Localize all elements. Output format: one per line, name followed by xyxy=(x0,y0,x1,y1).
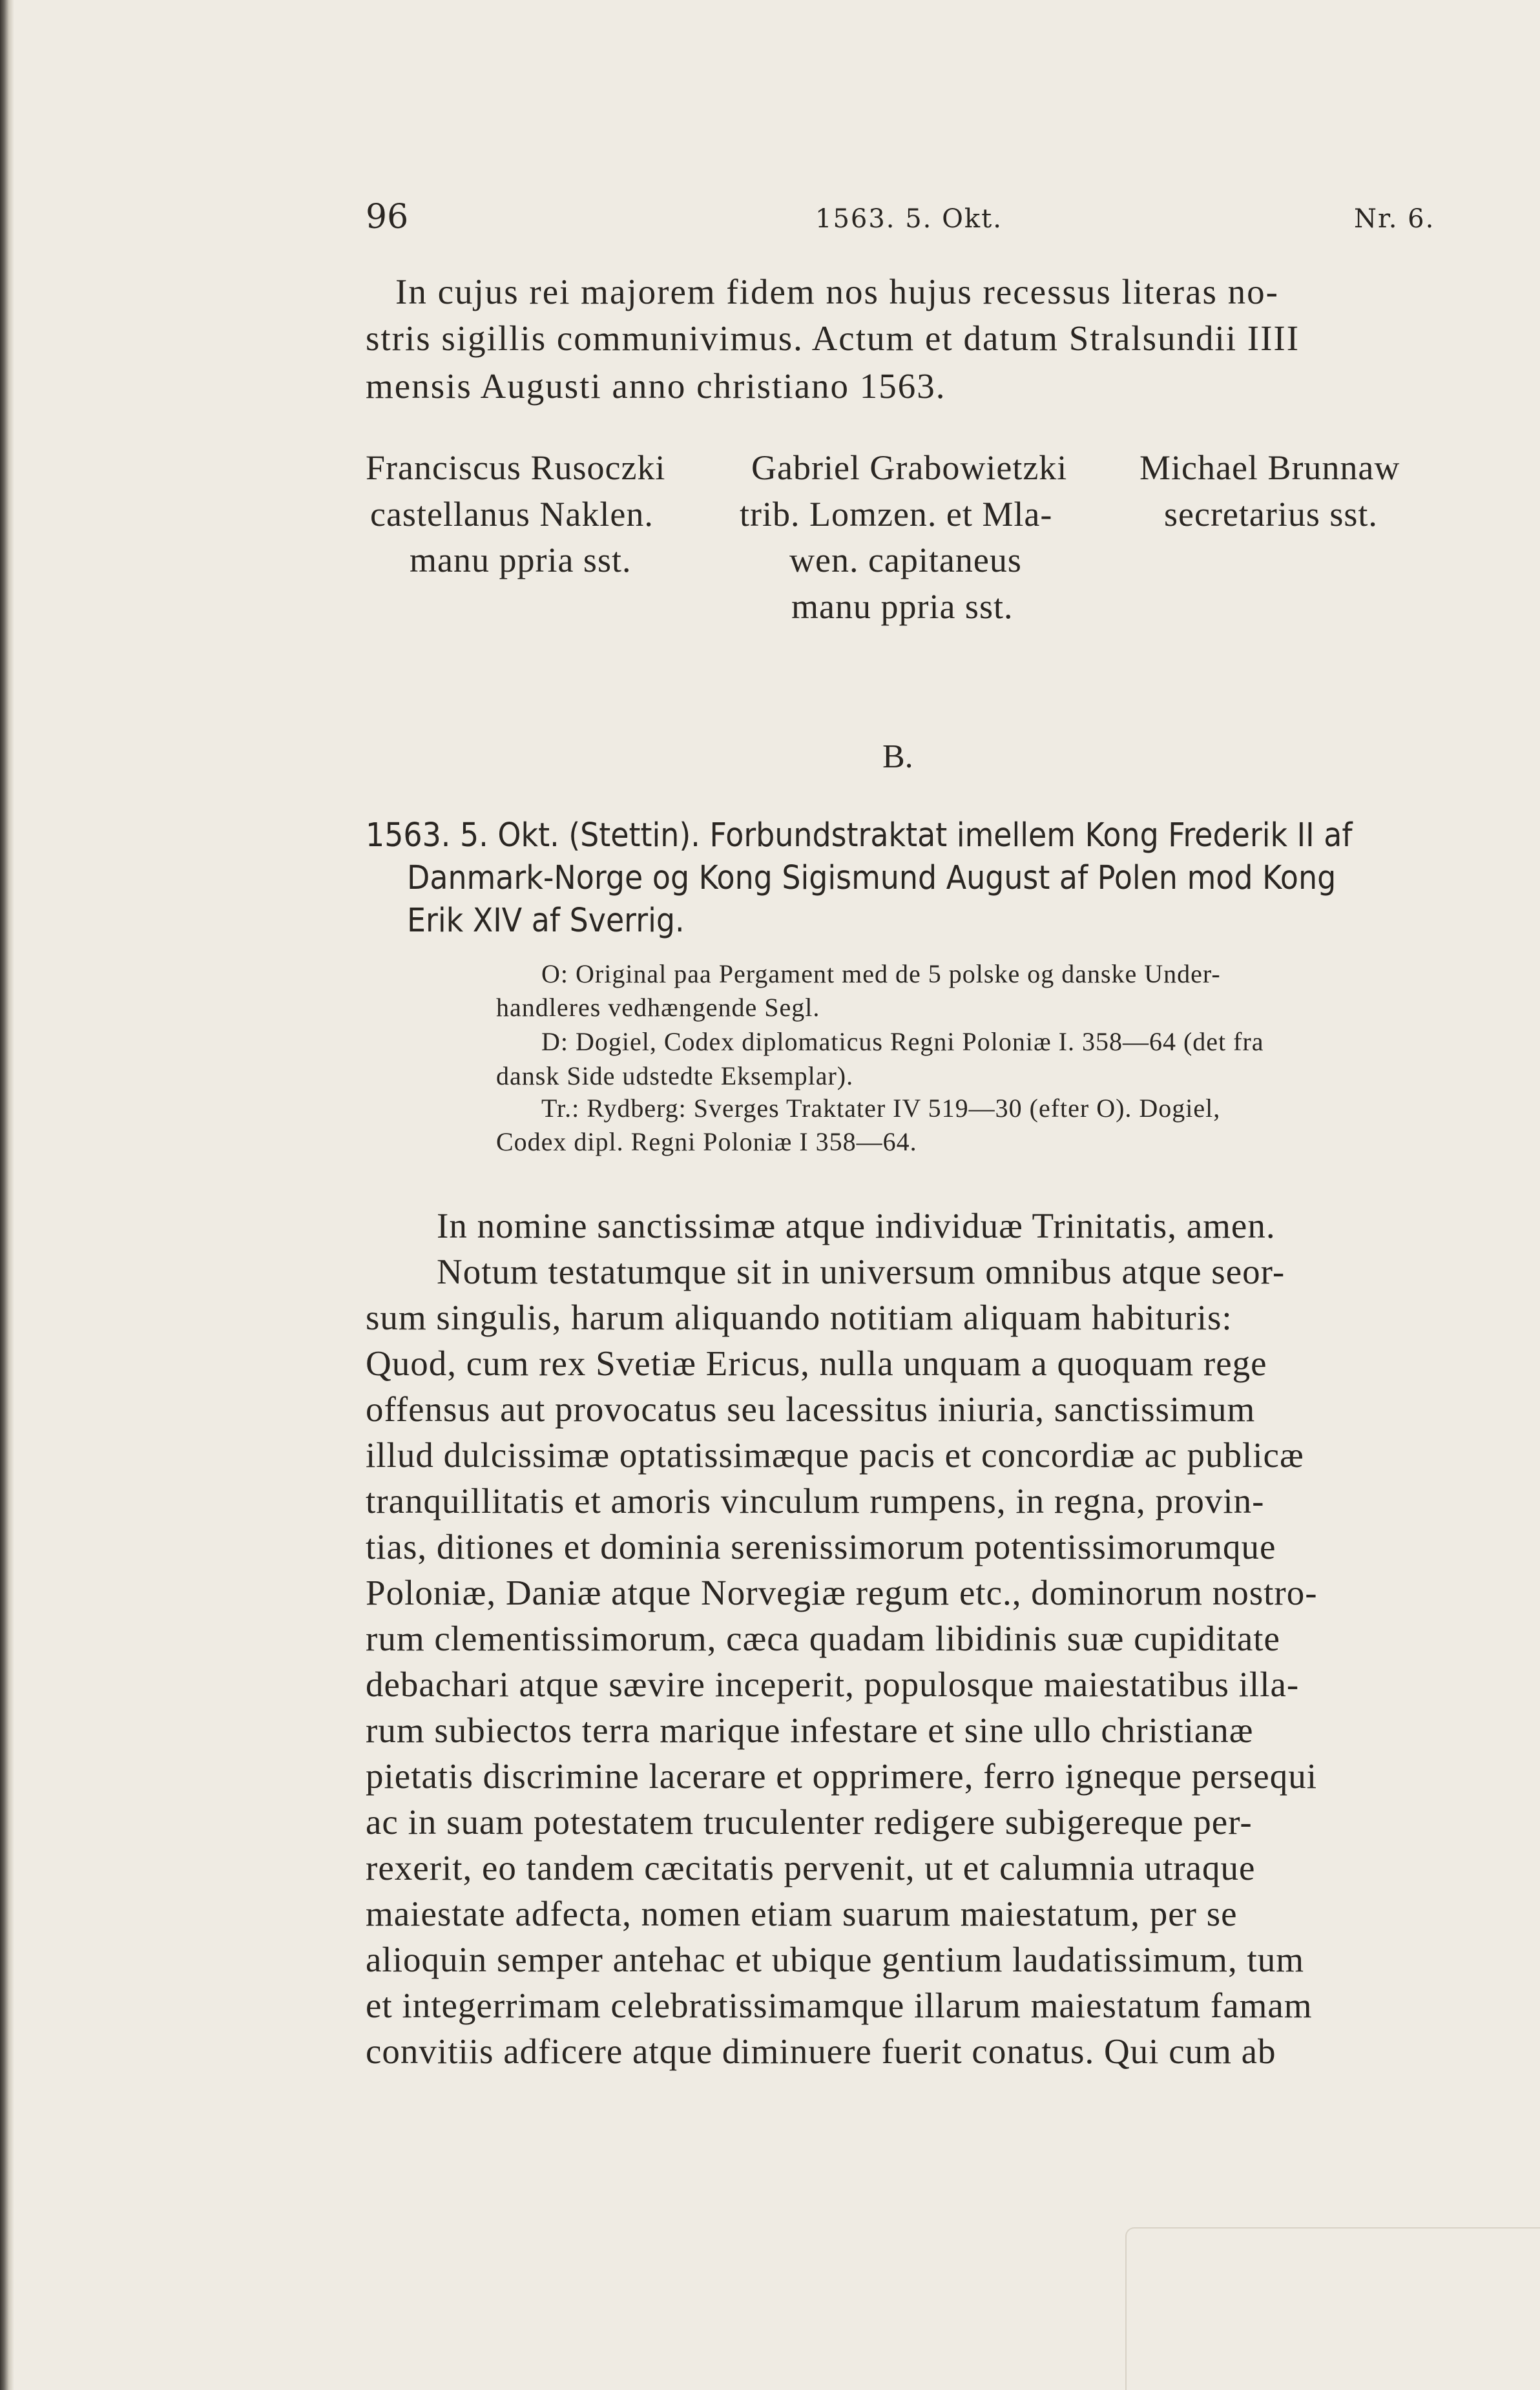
signature-col2-line: wen. capitaneus xyxy=(789,541,1022,579)
text-line: ac in suam potestatem truculenter redigere subigereque per- xyxy=(366,1802,1253,1842)
intro-line: In cujus rei majorem fidem nos hujus recessus literas no- xyxy=(395,272,1279,311)
text-line: rexerit, eo tandem cæcitatis pervenit, ut et calumnia utraque xyxy=(366,1848,1256,1887)
regest-line: Erik XIV af Sverrig. xyxy=(407,902,685,940)
text-line: tias, ditiones et dominia serenissimorum potentissimorumque xyxy=(366,1527,1276,1566)
text-line: Quod, cum rex Svetiæ Ericus, nulla unquam a quoquam rege xyxy=(366,1344,1267,1383)
signature-col2-line: Gabriel Grabowietzki xyxy=(751,448,1068,487)
text-line: convitiis adficere atque diminuere fuerit conatus. Qui cum ab xyxy=(366,2031,1276,2071)
header-date: 1563. 5. Okt. xyxy=(815,204,1003,234)
signature-col2-line: manu ppria sst. xyxy=(791,587,1014,626)
text-line: rum clementissimorum, cæca quadam libidinis suæ cupiditate xyxy=(366,1619,1280,1658)
text-line: alioquin semper antehac et ubique gentium laudatissimum, tum xyxy=(366,1940,1305,1979)
signature-col2-line: trib. Lomzen. et Mla- xyxy=(740,495,1053,534)
intro-line: stris sigillis communivimus. Actum et datum Stralsundii IIII xyxy=(366,318,1300,358)
text-line: rum subiectos terra marique infestare et sine ullo christianæ xyxy=(366,1710,1254,1750)
text-line: debachari atque sævire inceperit, populosque maiestatibus illa- xyxy=(366,1665,1300,1704)
source-note-line: dansk Side udstedte Eksemplar). xyxy=(496,1061,854,1090)
signature-col1-line: Franciscus Rusoczki xyxy=(366,448,666,487)
text-line: Notum testatumque sit in universum omnibus atque seor- xyxy=(437,1252,1285,1291)
source-note-line: Codex dipl. Regni Poloniæ I 358—64. xyxy=(496,1127,917,1156)
text-line: tranquillitatis et amoris vinculum rumpens, in regna, provin- xyxy=(366,1481,1265,1521)
page-binding-edge xyxy=(0,0,14,2390)
regest-line: 1563. 5. Okt. (Stettin). Forbundstraktat imellem Kong Frederik II af xyxy=(366,816,1353,855)
source-note-line: handleres vedhængende Segl. xyxy=(496,993,820,1022)
text-line: illud dulcissimæ optatissimæque pacis et concordiæ ac publicæ xyxy=(366,1435,1304,1475)
page-corner-mark xyxy=(1125,2227,1540,2390)
section-letter: B. xyxy=(882,738,913,775)
text-line: sum singulis, harum aliquando notitiam aliquam habituris: xyxy=(366,1298,1233,1337)
text-line: pietatis discrimine lacerare et opprimere, ferro igneque persequi xyxy=(366,1756,1317,1796)
signature-col1-line: castellanus Naklen. xyxy=(370,495,654,534)
signature-col1-line: manu ppria sst. xyxy=(410,541,632,579)
text-line: Poloniæ, Daniæ atque Norvegiæ regum etc., dominorum nostro- xyxy=(366,1573,1318,1612)
intro-line: mensis Augusti anno christiano 1563. xyxy=(366,366,946,406)
source-note-line: D: Dogiel, Codex diplomaticus Regni Poloniæ I. 358—64 (det fra xyxy=(541,1027,1264,1056)
text-line: offensus aut provocatus seu lacessitus iniuria, sanctissimum xyxy=(366,1389,1256,1429)
text-line: et integerrimam celebratissimamque illarum maiestatum famam xyxy=(366,1986,1313,2025)
regest-line: Danmark-Norge og Kong Sigismund August af Polen mod Kong xyxy=(407,859,1337,897)
source-note-line: O: Original paa Pergament med de 5 polske og danske Under- xyxy=(541,959,1221,988)
source-note-line: Tr.: Rydberg: Sverges Traktater IV 519—30 (efter O). Dogiel, xyxy=(541,1094,1221,1123)
page-number: 96 xyxy=(366,198,409,236)
text-line: In nomine sanctissimæ atque individuæ Trinitatis, amen. xyxy=(437,1206,1276,1245)
signature-col3-line: secretarius sst. xyxy=(1164,495,1378,534)
text-line: maiestate adfecta, nomen etiam suarum maiestatum, per se xyxy=(366,1894,1238,1933)
header-document-number: Nr. 6. xyxy=(1354,204,1435,234)
signature-col3-line: Michael Brunnaw xyxy=(1139,448,1400,487)
